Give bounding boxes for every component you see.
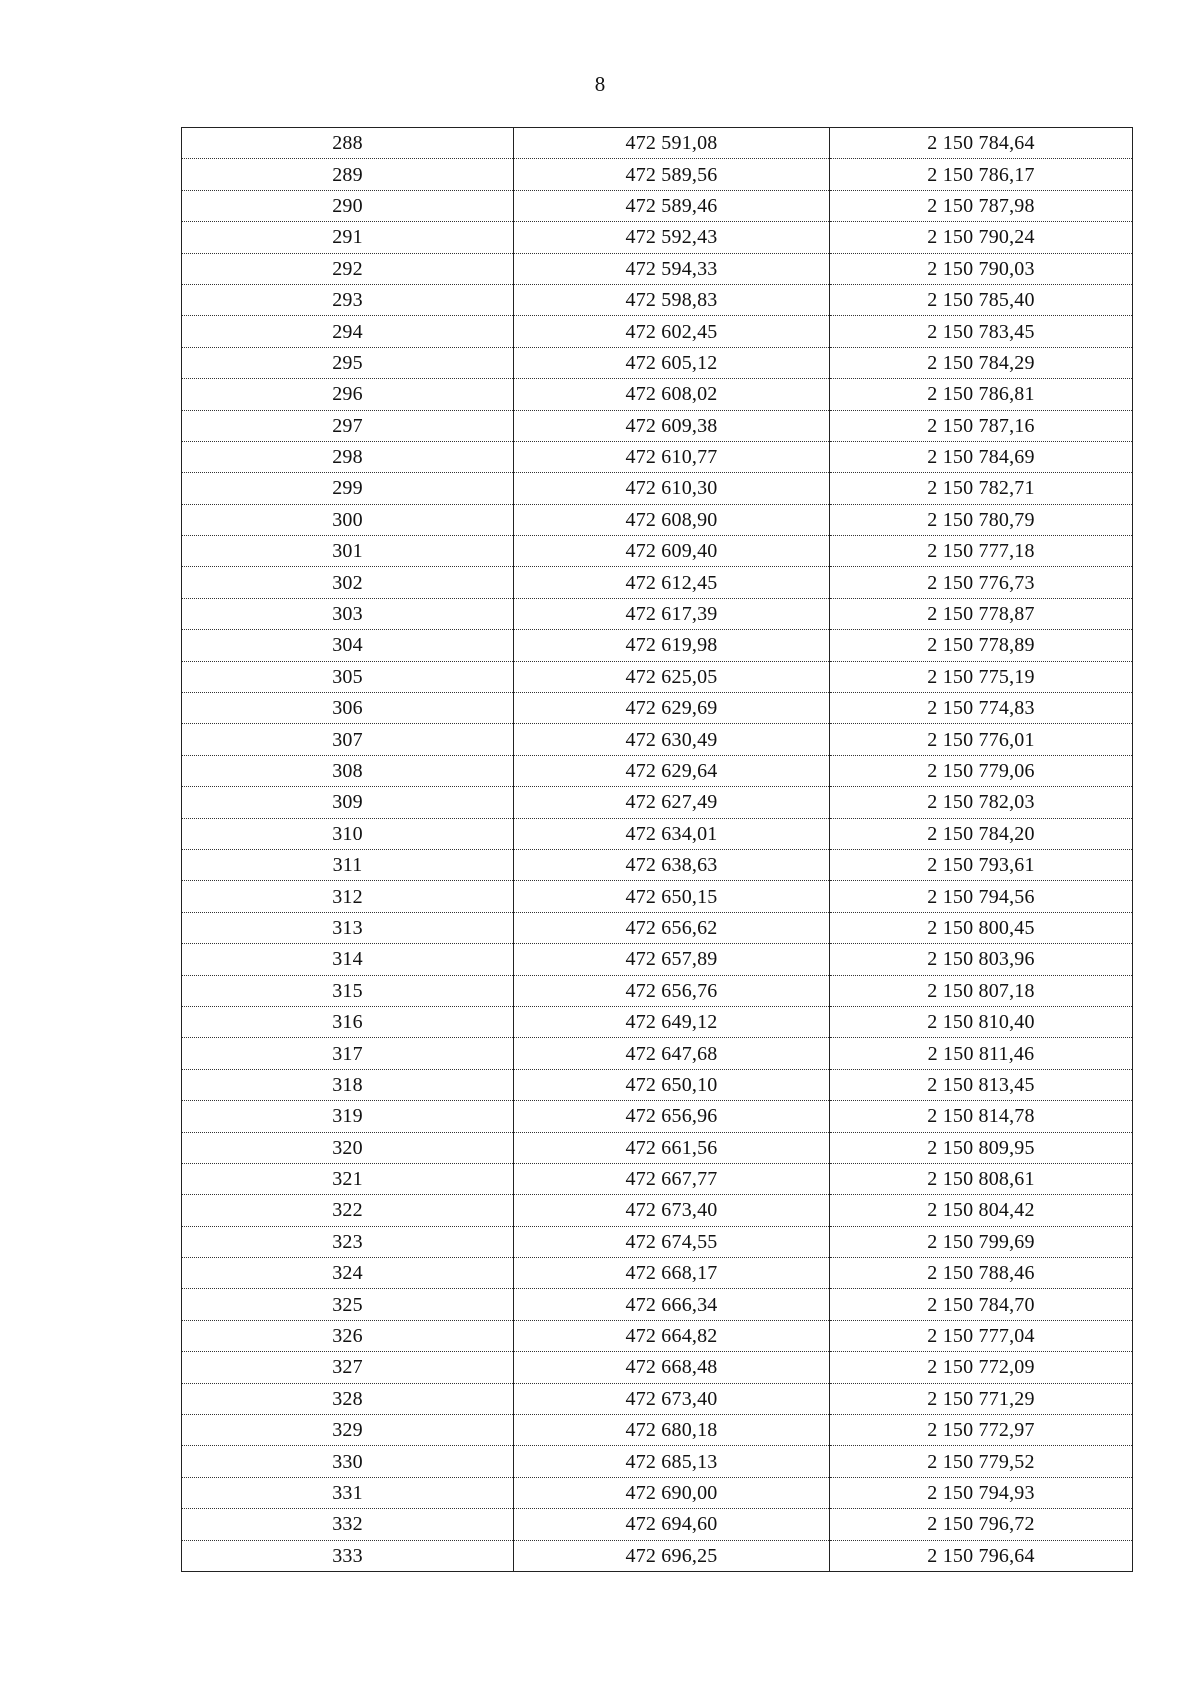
y-coordinate-cell: 2 150 810,40 (830, 1006, 1133, 1037)
point-number-cell: 326 (182, 1320, 514, 1351)
x-coordinate-cell: 472 656,96 (514, 1101, 830, 1132)
table-row (182, 1038, 1133, 1069)
y-coordinate-cell: 2 150 779,06 (830, 755, 1133, 786)
x-coordinate-cell: 472 650,15 (514, 881, 830, 912)
y-coordinate-cell: 2 150 774,83 (830, 693, 1133, 724)
point-number-cell: 327 (182, 1352, 514, 1383)
point-number-cell: 308 (182, 755, 514, 786)
x-coordinate-cell: 472 605,12 (514, 347, 830, 378)
table-row (182, 849, 1133, 880)
table-row (182, 347, 1133, 378)
table-row (182, 190, 1133, 221)
y-coordinate-cell: 2 150 779,52 (830, 1446, 1133, 1477)
x-coordinate-cell: 472 661,56 (514, 1132, 830, 1163)
x-coordinate-cell: 472 609,40 (514, 536, 830, 567)
y-coordinate-cell: 2 150 799,69 (830, 1226, 1133, 1257)
point-number-cell: 313 (182, 912, 514, 943)
table-row (182, 379, 1133, 410)
point-number-cell: 317 (182, 1038, 514, 1069)
point-number-cell: 319 (182, 1101, 514, 1132)
point-number-cell: 292 (182, 253, 514, 284)
y-coordinate-cell: 2 150 778,87 (830, 598, 1133, 629)
x-coordinate-cell: 472 630,49 (514, 724, 830, 755)
y-coordinate-cell: 2 150 783,45 (830, 316, 1133, 347)
point-number-cell: 328 (182, 1383, 514, 1414)
table-row (182, 222, 1133, 253)
table-row (182, 1383, 1133, 1414)
table-row (182, 284, 1133, 315)
table-row (182, 536, 1133, 567)
point-number-cell: 296 (182, 379, 514, 410)
coordinates-table-body (182, 128, 1133, 1572)
point-number-cell: 290 (182, 190, 514, 221)
table-row (182, 128, 1133, 159)
table-row (182, 1352, 1133, 1383)
x-coordinate-cell: 472 592,43 (514, 222, 830, 253)
x-coordinate-cell: 472 650,10 (514, 1069, 830, 1100)
y-coordinate-cell: 2 150 776,01 (830, 724, 1133, 755)
y-coordinate-cell: 2 150 787,98 (830, 190, 1133, 221)
y-coordinate-cell: 2 150 776,73 (830, 567, 1133, 598)
point-number-cell: 320 (182, 1132, 514, 1163)
point-number-cell: 307 (182, 724, 514, 755)
x-coordinate-cell: 472 647,68 (514, 1038, 830, 1069)
x-coordinate-cell: 472 666,34 (514, 1289, 830, 1320)
x-coordinate-cell: 472 674,55 (514, 1226, 830, 1257)
point-number-cell: 318 (182, 1069, 514, 1100)
table-row (182, 1069, 1133, 1100)
y-coordinate-cell: 2 150 784,70 (830, 1289, 1133, 1320)
x-coordinate-cell: 472 629,64 (514, 755, 830, 786)
point-number-cell: 295 (182, 347, 514, 378)
x-coordinate-cell: 472 625,05 (514, 661, 830, 692)
y-coordinate-cell: 2 150 778,89 (830, 630, 1133, 661)
x-coordinate-cell: 472 694,60 (514, 1509, 830, 1540)
y-coordinate-cell: 2 150 790,03 (830, 253, 1133, 284)
y-coordinate-cell: 2 150 803,96 (830, 944, 1133, 975)
x-coordinate-cell: 472 680,18 (514, 1415, 830, 1446)
table-row (182, 441, 1133, 472)
table-row (182, 1320, 1133, 1351)
x-coordinate-cell: 472 690,00 (514, 1477, 830, 1508)
y-coordinate-cell: 2 150 804,42 (830, 1195, 1133, 1226)
point-number-cell: 309 (182, 787, 514, 818)
table-row (182, 1477, 1133, 1508)
point-number-cell: 324 (182, 1258, 514, 1289)
point-number-cell: 302 (182, 567, 514, 598)
table-row (182, 1415, 1133, 1446)
x-coordinate-cell: 472 594,33 (514, 253, 830, 284)
y-coordinate-cell: 2 150 771,29 (830, 1383, 1133, 1414)
x-coordinate-cell: 472 634,01 (514, 818, 830, 849)
x-coordinate-cell: 472 668,17 (514, 1258, 830, 1289)
x-coordinate-cell: 472 685,13 (514, 1446, 830, 1477)
table-row (182, 1132, 1133, 1163)
y-coordinate-cell: 2 150 786,17 (830, 159, 1133, 190)
point-number-cell: 291 (182, 222, 514, 253)
y-coordinate-cell: 2 150 794,93 (830, 1477, 1133, 1508)
y-coordinate-cell: 2 150 793,61 (830, 849, 1133, 880)
table-row (182, 159, 1133, 190)
x-coordinate-cell: 472 657,89 (514, 944, 830, 975)
y-coordinate-cell: 2 150 775,19 (830, 661, 1133, 692)
table-row (182, 1446, 1133, 1477)
y-coordinate-cell: 2 150 790,24 (830, 222, 1133, 253)
x-coordinate-cell: 472 629,69 (514, 693, 830, 724)
y-coordinate-cell: 2 150 780,79 (830, 504, 1133, 535)
point-number-cell: 297 (182, 410, 514, 441)
y-coordinate-cell: 2 150 787,16 (830, 410, 1133, 441)
x-coordinate-cell: 472 696,25 (514, 1540, 830, 1571)
table-row (182, 253, 1133, 284)
y-coordinate-cell: 2 150 796,64 (830, 1540, 1133, 1571)
table-row (182, 316, 1133, 347)
table-row (182, 912, 1133, 943)
y-coordinate-cell: 2 150 784,29 (830, 347, 1133, 378)
x-coordinate-cell: 472 602,45 (514, 316, 830, 347)
table-row (182, 944, 1133, 975)
x-coordinate-cell: 472 656,62 (514, 912, 830, 943)
y-coordinate-cell: 2 150 808,61 (830, 1163, 1133, 1194)
table-row (182, 1006, 1133, 1037)
point-number-cell: 323 (182, 1226, 514, 1257)
table-row (182, 881, 1133, 912)
point-number-cell: 289 (182, 159, 514, 190)
point-number-cell: 304 (182, 630, 514, 661)
y-coordinate-cell: 2 150 784,20 (830, 818, 1133, 849)
y-coordinate-cell: 2 150 785,40 (830, 284, 1133, 315)
table-row (182, 1163, 1133, 1194)
table-row (182, 1101, 1133, 1132)
x-coordinate-cell: 472 638,63 (514, 849, 830, 880)
point-number-cell: 300 (182, 504, 514, 535)
x-coordinate-cell: 472 608,02 (514, 379, 830, 410)
table-row (182, 504, 1133, 535)
point-number-cell: 321 (182, 1163, 514, 1194)
table-row (182, 1195, 1133, 1226)
y-coordinate-cell: 2 150 800,45 (830, 912, 1133, 943)
x-coordinate-cell: 472 667,77 (514, 1163, 830, 1194)
x-coordinate-cell: 472 589,56 (514, 159, 830, 190)
point-number-cell: 303 (182, 598, 514, 629)
point-number-cell: 288 (182, 128, 514, 159)
point-number-cell: 332 (182, 1509, 514, 1540)
x-coordinate-cell: 472 598,83 (514, 284, 830, 315)
table-row (182, 567, 1133, 598)
point-number-cell: 306 (182, 693, 514, 724)
x-coordinate-cell: 472 612,45 (514, 567, 830, 598)
y-coordinate-cell: 2 150 784,64 (830, 128, 1133, 159)
x-coordinate-cell: 472 656,76 (514, 975, 830, 1006)
table-row (182, 1226, 1133, 1257)
y-coordinate-cell: 2 150 813,45 (830, 1069, 1133, 1100)
y-coordinate-cell: 2 150 772,09 (830, 1352, 1133, 1383)
x-coordinate-cell: 472 608,90 (514, 504, 830, 535)
point-number-cell: 330 (182, 1446, 514, 1477)
x-coordinate-cell: 472 627,49 (514, 787, 830, 818)
y-coordinate-cell: 2 150 777,04 (830, 1320, 1133, 1351)
table-row (182, 975, 1133, 1006)
x-coordinate-cell: 472 619,98 (514, 630, 830, 661)
table-row (182, 1258, 1133, 1289)
point-number-cell: 316 (182, 1006, 514, 1037)
x-coordinate-cell: 472 610,77 (514, 441, 830, 472)
y-coordinate-cell: 2 150 809,95 (830, 1132, 1133, 1163)
table-row (182, 818, 1133, 849)
x-coordinate-cell: 472 664,82 (514, 1320, 830, 1351)
point-number-cell: 314 (182, 944, 514, 975)
table-row (182, 410, 1133, 441)
y-coordinate-cell: 2 150 788,46 (830, 1258, 1133, 1289)
table-row (182, 630, 1133, 661)
point-number-cell: 331 (182, 1477, 514, 1508)
point-number-cell: 294 (182, 316, 514, 347)
x-coordinate-cell: 472 649,12 (514, 1006, 830, 1037)
y-coordinate-cell: 2 150 772,97 (830, 1415, 1133, 1446)
y-coordinate-cell: 2 150 782,03 (830, 787, 1133, 818)
point-number-cell: 301 (182, 536, 514, 567)
x-coordinate-cell: 472 673,40 (514, 1195, 830, 1226)
point-number-cell: 311 (182, 849, 514, 880)
table-row (182, 693, 1133, 724)
x-coordinate-cell: 472 610,30 (514, 473, 830, 504)
point-number-cell: 315 (182, 975, 514, 1006)
y-coordinate-cell: 2 150 814,78 (830, 1101, 1133, 1132)
x-coordinate-cell: 472 591,08 (514, 128, 830, 159)
point-number-cell: 299 (182, 473, 514, 504)
x-coordinate-cell: 472 668,48 (514, 1352, 830, 1383)
point-number-cell: 333 (182, 1540, 514, 1571)
point-number-cell: 310 (182, 818, 514, 849)
y-coordinate-cell: 2 150 786,81 (830, 379, 1133, 410)
point-number-cell: 298 (182, 441, 514, 472)
table-row (182, 1289, 1133, 1320)
x-coordinate-cell: 472 589,46 (514, 190, 830, 221)
y-coordinate-cell: 2 150 807,18 (830, 975, 1133, 1006)
table-row (182, 724, 1133, 755)
table-row (182, 787, 1133, 818)
x-coordinate-cell: 472 617,39 (514, 598, 830, 629)
x-coordinate-cell: 472 609,38 (514, 410, 830, 441)
table-row (182, 1540, 1133, 1571)
point-number-cell: 329 (182, 1415, 514, 1446)
y-coordinate-cell: 2 150 794,56 (830, 881, 1133, 912)
point-number-cell: 322 (182, 1195, 514, 1226)
coordinates-table (181, 127, 1133, 1572)
point-number-cell: 305 (182, 661, 514, 692)
point-number-cell: 325 (182, 1289, 514, 1320)
page-number: 8 (594, 72, 606, 96)
x-coordinate-cell: 472 673,40 (514, 1383, 830, 1414)
table-row (182, 598, 1133, 629)
table-row (182, 661, 1133, 692)
table-row (182, 1509, 1133, 1540)
table-row (182, 473, 1133, 504)
table-row (182, 755, 1133, 786)
point-number-cell: 312 (182, 881, 514, 912)
y-coordinate-cell: 2 150 782,71 (830, 473, 1133, 504)
y-coordinate-cell: 2 150 796,72 (830, 1509, 1133, 1540)
y-coordinate-cell: 2 150 784,69 (830, 441, 1133, 472)
y-coordinate-cell: 2 150 811,46 (830, 1038, 1133, 1069)
point-number-cell: 293 (182, 284, 514, 315)
y-coordinate-cell: 2 150 777,18 (830, 536, 1133, 567)
